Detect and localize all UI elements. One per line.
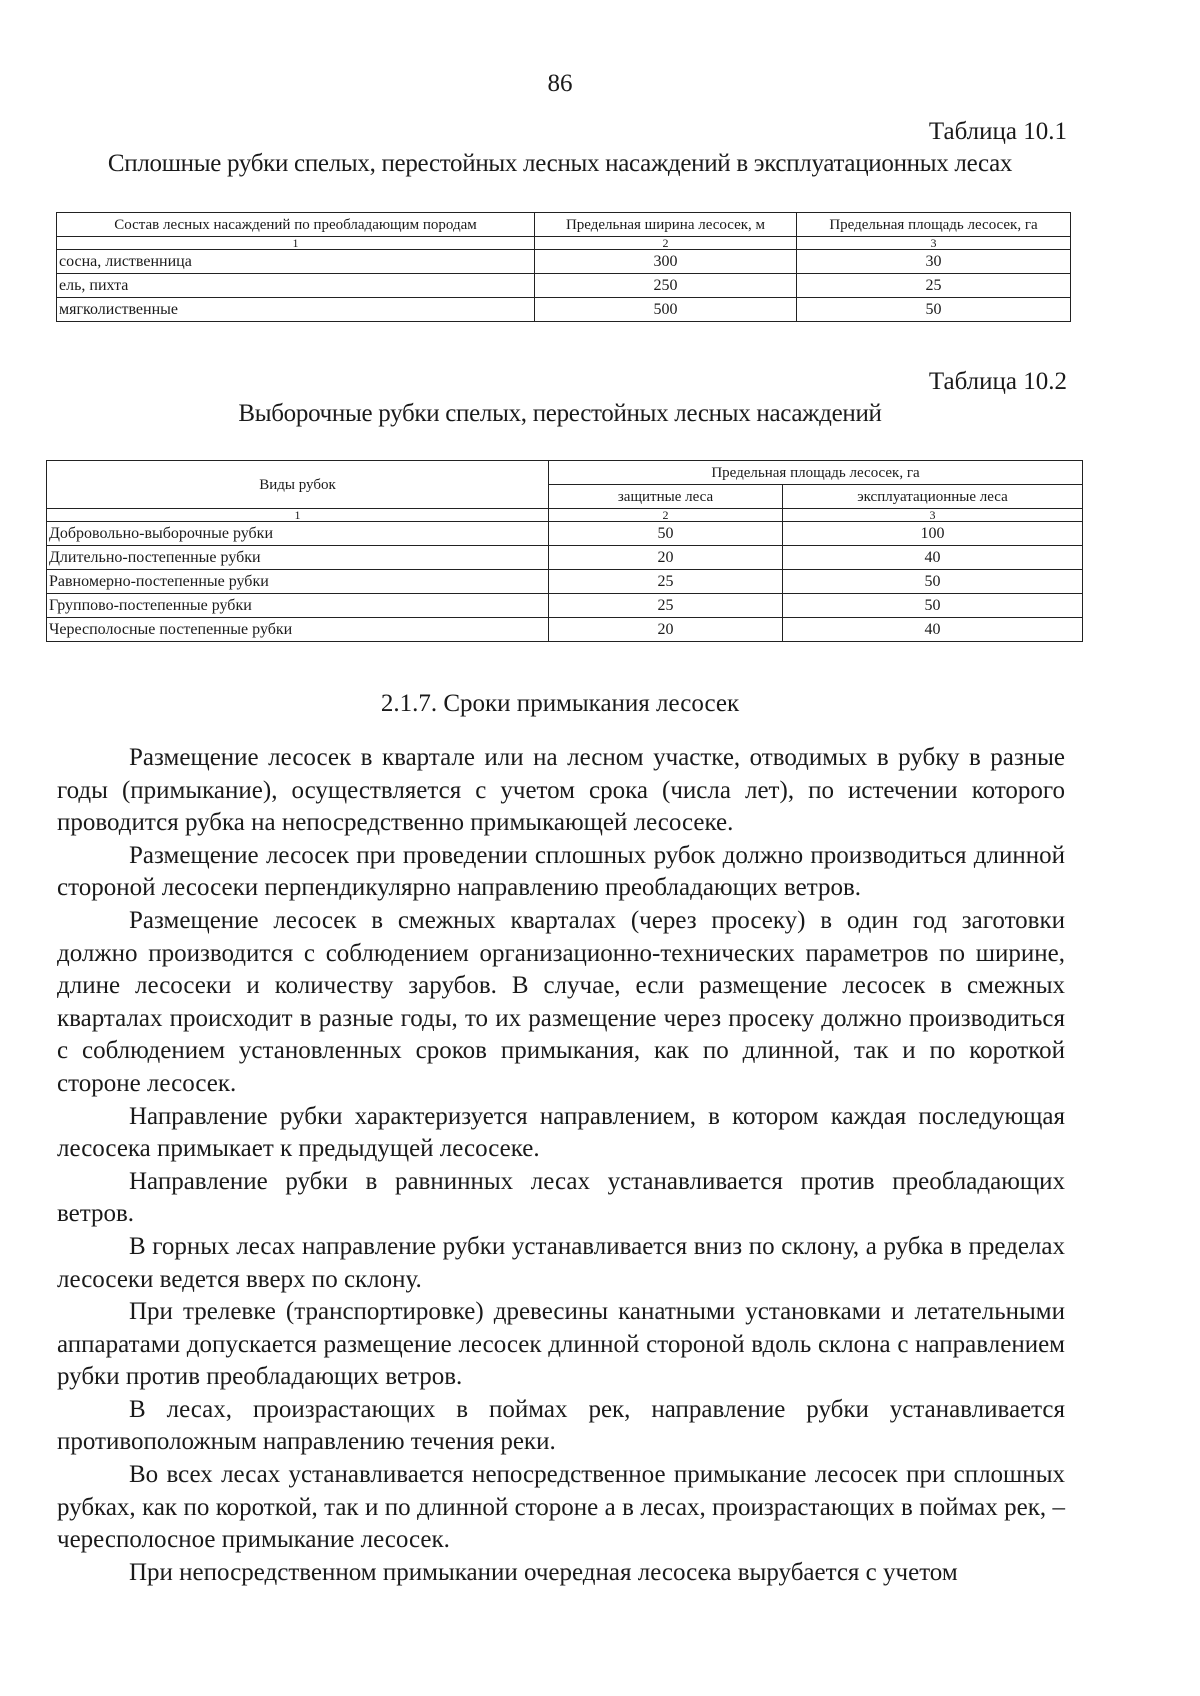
page-number: 86 [547,70,573,97]
table-cell: 25 [549,570,783,594]
table-cell: 50 [549,522,783,546]
paragraph: Направление рубки характеризуется направлением, в котором каждая последующая лесосека примыкает к предыдущей лесосеке. [57,1102,1065,1163]
table-1-header-cell: Предельная площадь лесосек, га [797,213,1071,237]
paragraph: Размещение лесосек при проведении сплошных рубок должно производиться длинной стороной лесосеки перпендикулярно направлению преобладающих ветров. [57,841,1065,902]
body-text [57,742,1065,1589]
table-2-caption: Таблица 10.2 [928,368,1067,395]
paragraph: В лесах, произрастающих в поймах рек, направление рубки устанавливается противоположным направлению течения реки. [57,1395,1065,1456]
table-2-type-header: Виды рубок [47,461,549,509]
table-2-number-cell: 3 [783,509,1083,522]
table-cell: 30 [797,250,1071,274]
paragraph: Размещение лесосек в квартале или на лесном участке, отводимых в рубку в разные годы (примыкание), осуществляется с учетом срока (числа лет), по истечении которого проводится рубка на непосредственно примыкающей лесосеке. [57,744,1065,837]
table-cell: 25 [549,594,783,618]
table-cell: 25 [797,274,1071,298]
table-cell: Добровольно-выборочные рубки [47,522,549,546]
table-1-caption: Таблица 10.1 [928,118,1067,145]
table-1-header-row [57,213,1071,237]
table-1 [56,212,1071,322]
table-cell: 20 [549,546,783,570]
table-row [47,546,1083,570]
table-row [47,594,1083,618]
table-cell: 500 [535,298,797,322]
table-cell: 300 [535,250,797,274]
paragraph: Направление рубки в равнинных лесах устанавливается против преобладающих ветров. [57,1167,1065,1228]
table-row [47,570,1083,594]
table-1-header-cell: Предельная ширина лесосек, м [535,213,797,237]
table-cell: мягколиственные [57,298,535,322]
table-cell: 50 [783,594,1083,618]
table-2-subheader-cell: защитные леса [549,485,783,509]
table-1-header-cell: Состав лесных насаждений по преобладающим породам [57,213,535,237]
table-2-subheader-cell: эксплуатационные леса [783,485,1083,509]
section-title: 2.1.7. Сроки примыкания лесосек [380,690,740,717]
table-cell: Равномерно-постепенные рубки [47,570,549,594]
paragraph: В горных лесах направление рубки устанавливается вниз по склону, а рубка в пределах лесосеки ведется вверх по склону. [57,1232,1065,1293]
table-cell: ель, пихта [57,274,535,298]
table-cell: 50 [797,298,1071,322]
table-1-number-row [57,237,1071,250]
table-cell: 250 [535,274,797,298]
table-2 [46,460,1083,642]
table-row [47,618,1083,642]
table-cell: 20 [549,618,783,642]
table-cell: 40 [783,618,1083,642]
table-1-number-cell: 2 [535,237,797,250]
table-2-title: Выборочные рубки спелых, перестойных лесных насаждений [238,400,882,427]
table-2-area-header: Предельная площадь лесосек, га [549,461,1083,485]
table-2-number-cell: 1 [47,509,549,522]
table-2-number-cell: 2 [549,509,783,522]
table-row [57,250,1071,274]
table-row [47,522,1083,546]
table-cell: Чересполосные постепенные рубки [47,618,549,642]
table-cell: 50 [783,570,1083,594]
paragraph: При трелевке (транспортировке) древесины канатными установками и летательными аппаратами допускается размещение лесосек длинной стороной вдоль склона с направлением рубки против преобладающих ветров. [57,1298,1065,1391]
paragraph: При непосредственном примыкании очередная лесосека вырубается с учетом [129,1558,958,1586]
paragraph: Размещение лесосек в смежных кварталах (через просеку) в один год заготовки должно производится с соблюдением организационно-технических параметров по ширине, длине лесосеки и количеству зарубов. В случае, если размещение лесосек в смежных кварталах происходит в разные годы, то их размещение через просеку должно производиться с соблюдением установленных сроков примыкания, как по длинной, так и по короткой стороне лесосек. [57,906,1065,1097]
table-1-title: Сплошные рубки спелых, перестойных лесных насаждений в эксплуатационных лесах [107,150,1013,177]
table-2-number-row [47,509,1083,522]
table-cell: сосна, лиственница [57,250,535,274]
paragraph: Во всех лесах устанавливается непосредственное примыкание лесосек при сплошных рубках, как по короткой, так и по длинной стороне а в лесах, произрастающих в поймах рек, – чересполосное примыкание лесосек. [57,1461,1065,1554]
table-cell: Группово-постепенные рубки [47,594,549,618]
table-cell: Длительно-постепенные рубки [47,546,549,570]
table-1-number-cell: 3 [797,237,1071,250]
table-cell: 40 [783,546,1083,570]
table-1-number-cell: 1 [57,237,535,250]
table-row [57,298,1071,322]
table-2-header-row [47,461,1083,485]
table-cell: 100 [783,522,1083,546]
table-row [57,274,1071,298]
